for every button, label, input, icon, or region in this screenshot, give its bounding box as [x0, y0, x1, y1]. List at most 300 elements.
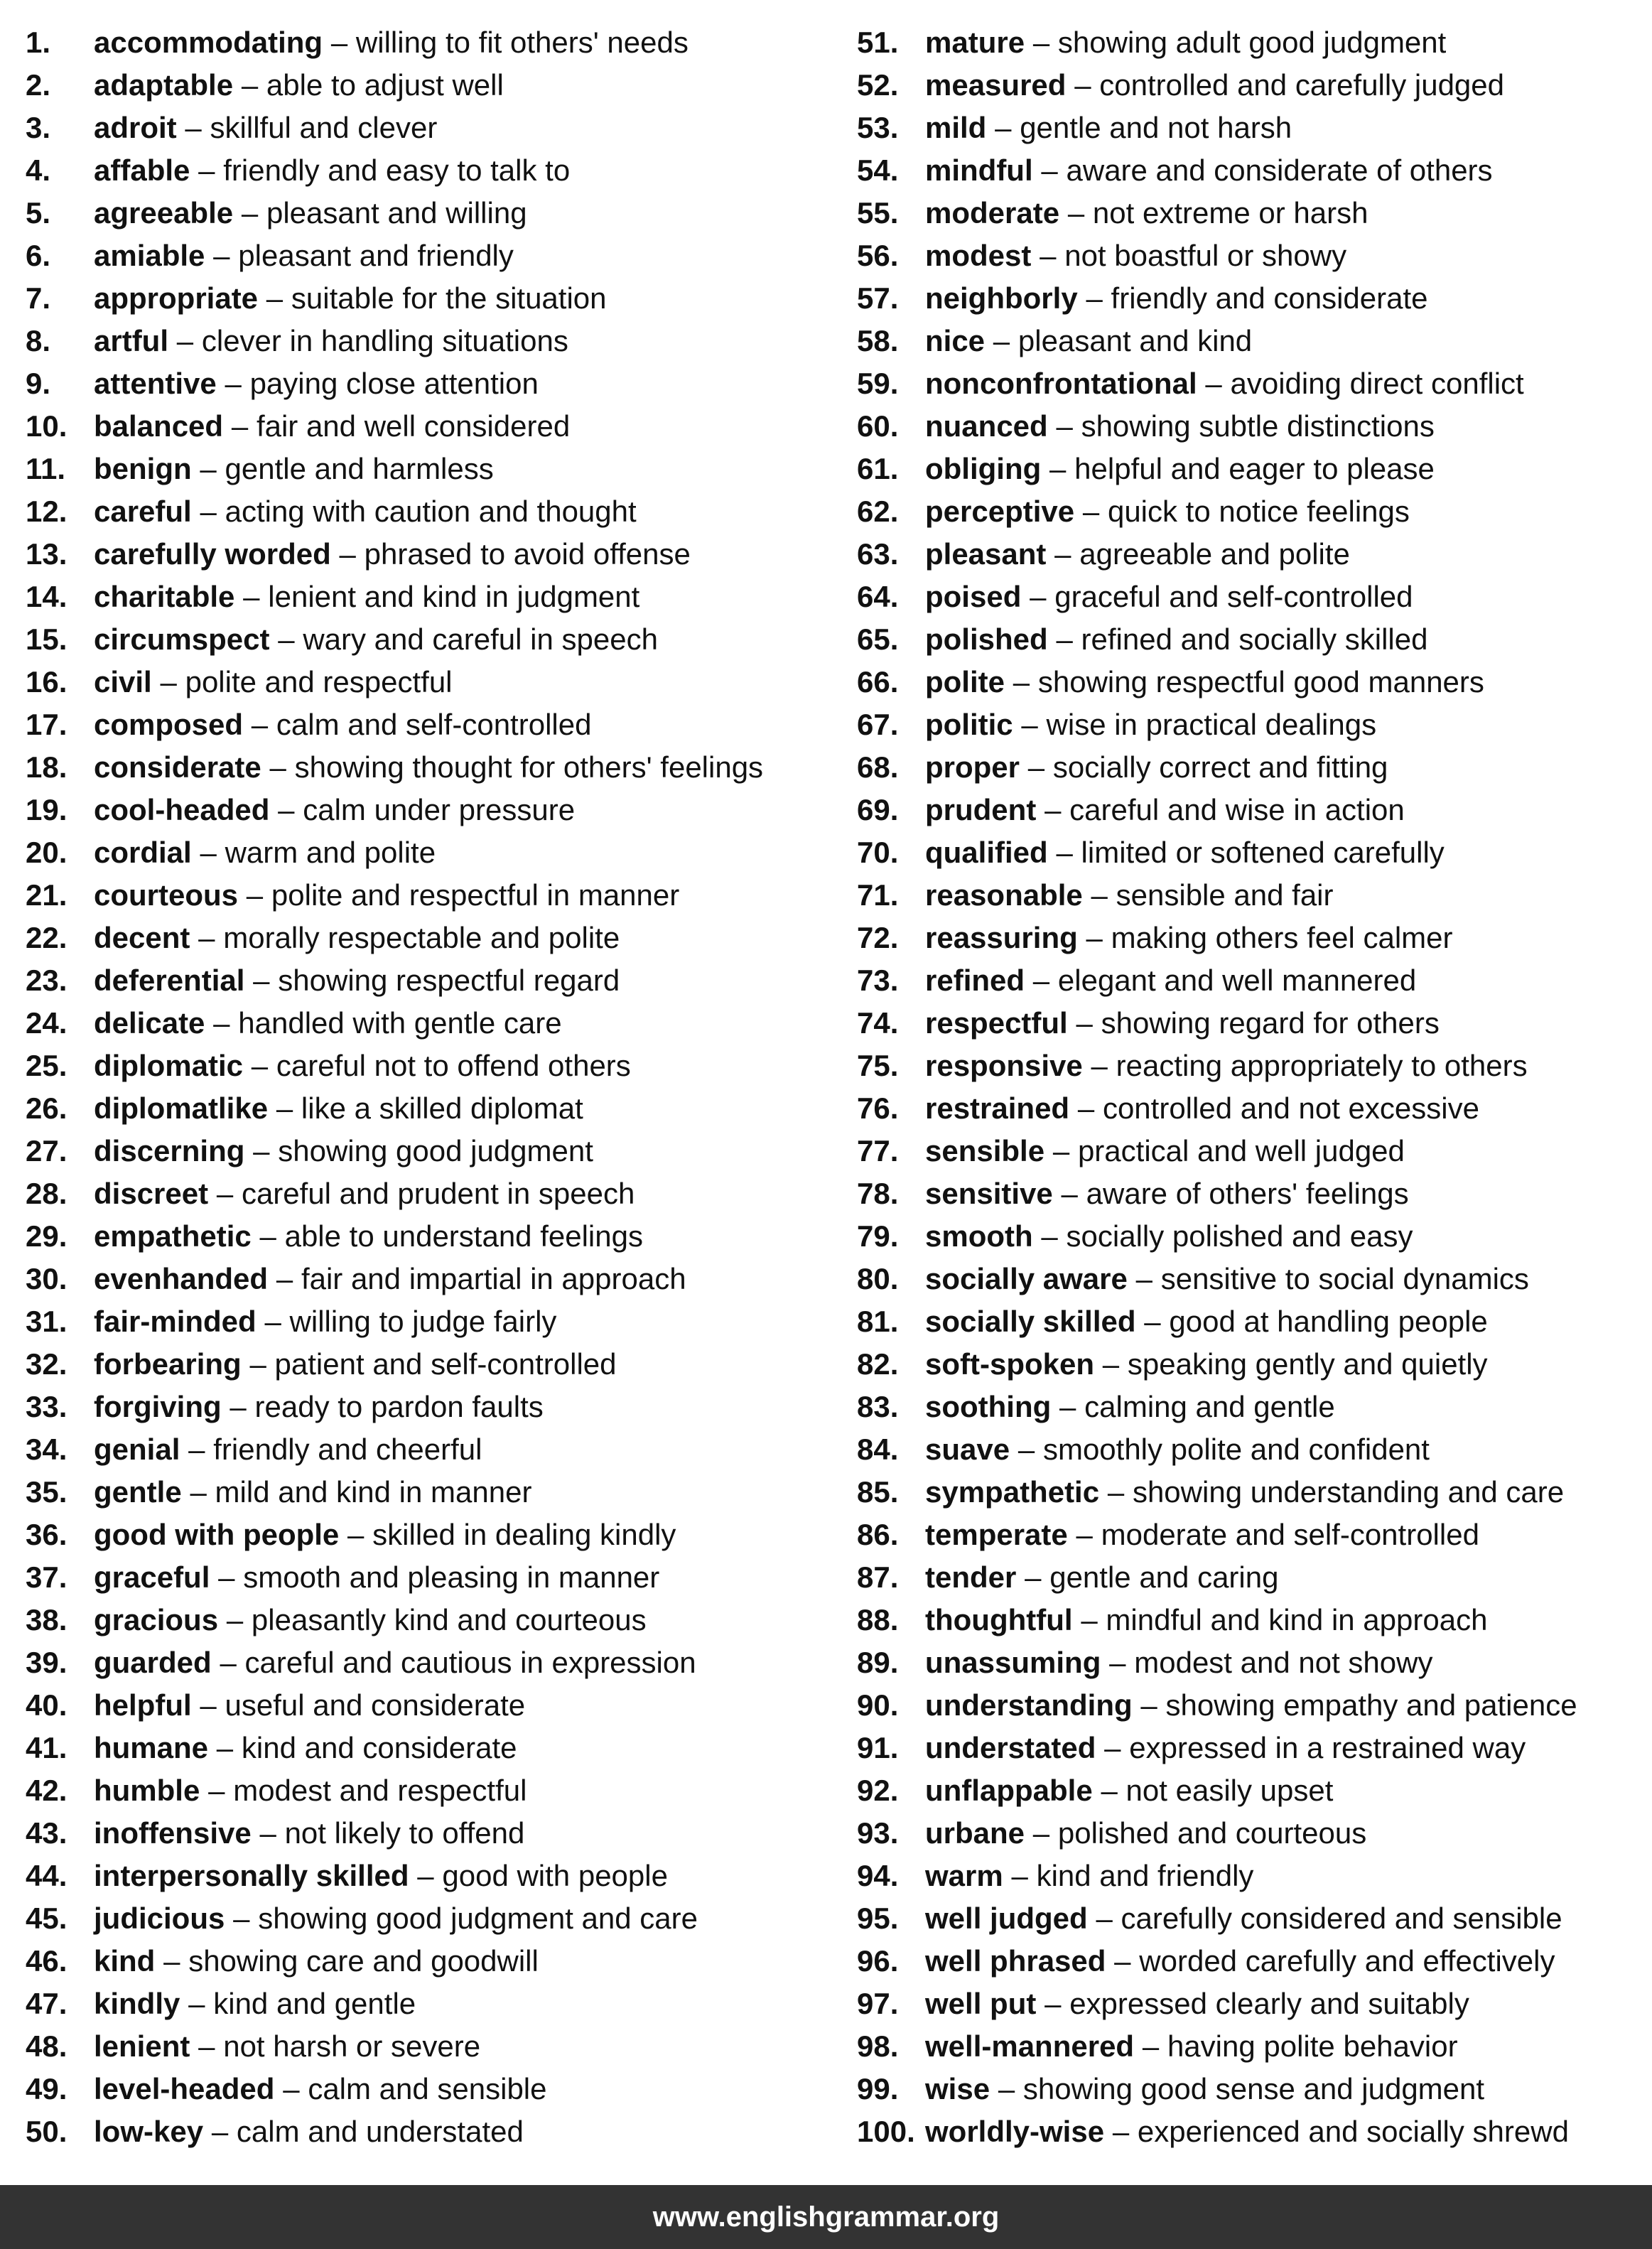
item-definition: polished and courteous	[1057, 1816, 1367, 1850]
list-item	[857, 661, 1642, 703]
item-separator: –	[1044, 793, 1062, 826]
list-item	[857, 1940, 1642, 1983]
item-word: suave	[925, 1433, 1010, 1466]
list-item	[26, 959, 843, 1002]
item-definition: expressed in a restrained way	[1129, 1731, 1526, 1764]
item-number: 18.	[26, 750, 68, 784]
list-item	[26, 2068, 843, 2110]
item-number: 11.	[26, 452, 66, 485]
list-item	[857, 2110, 1642, 2153]
item-definition: modest and respectful	[233, 1774, 527, 1807]
item-definition: wise in practical dealings	[1046, 708, 1377, 741]
item-definition: worded carefully and effectively	[1139, 1944, 1555, 1978]
item-definition: moderate and self-controlled	[1101, 1518, 1479, 1551]
item-separator: –	[1109, 1646, 1126, 1679]
list-item	[857, 746, 1642, 789]
item-separator: –	[1135, 1262, 1152, 1295]
item-number: 42.	[26, 1774, 68, 1807]
list-item	[26, 1215, 843, 1258]
item-word: amiable	[94, 239, 205, 272]
item-number: 52.	[857, 68, 899, 102]
item-definition: refined and socially skilled	[1081, 622, 1428, 656]
list-item	[857, 1087, 1642, 1130]
item-word: responsive	[925, 1049, 1083, 1082]
item-number: 94.	[857, 1859, 899, 1892]
list-item	[857, 1300, 1642, 1343]
item-separator: –	[1142, 2029, 1160, 2063]
list-item	[857, 1641, 1642, 1684]
item-definition: clever in handling situations	[201, 324, 568, 357]
item-separator: –	[1107, 1475, 1125, 1509]
item-number: 29.	[26, 1219, 68, 1253]
item-number: 6.	[26, 239, 51, 272]
list-item	[857, 2025, 1642, 2068]
item-word: humane	[94, 1731, 209, 1764]
footer-bar	[0, 2185, 1652, 2249]
item-number: 35.	[26, 1475, 68, 1509]
list-item	[857, 1343, 1642, 1386]
item-definition: elegant and well mannered	[1057, 964, 1417, 997]
list-item	[857, 448, 1642, 490]
item-definition: careful and wise in action	[1069, 793, 1405, 826]
word-list-right-column	[857, 21, 1642, 2153]
item-word: good with people	[94, 1518, 340, 1551]
item-number: 44.	[26, 1859, 68, 1892]
item-separator: –	[230, 1390, 247, 1423]
item-separator: –	[233, 1902, 250, 1935]
item-number: 89.	[857, 1646, 899, 1679]
item-definition: practical and well judged	[1077, 1134, 1405, 1167]
item-definition: making others feel calmer	[1111, 921, 1453, 954]
item-word: lenient	[94, 2029, 190, 2063]
list-item	[26, 1556, 843, 1599]
item-definition: sensitive to social dynamics	[1160, 1262, 1529, 1295]
list-item	[857, 1215, 1642, 1258]
list-item	[26, 1343, 843, 1386]
item-separator: –	[1086, 281, 1103, 315]
item-definition: able to adjust well	[266, 68, 504, 102]
item-word: courteous	[94, 878, 239, 912]
item-number: 80.	[857, 1262, 899, 1295]
list-item	[26, 1727, 843, 1769]
item-separator: –	[1091, 878, 1108, 912]
item-separator: –	[226, 1603, 244, 1636]
item-definition: carefully considered and sensible	[1121, 1902, 1562, 1935]
list-item	[857, 1258, 1642, 1300]
item-separator: –	[283, 2072, 300, 2105]
item-separator: –	[995, 111, 1012, 144]
item-definition: agreeable and polite	[1079, 537, 1350, 571]
item-word: unflappable	[925, 1774, 1093, 1807]
item-number: 100.	[857, 2115, 915, 2148]
list-item	[26, 789, 843, 831]
item-number: 82.	[857, 1347, 899, 1381]
item-word: temperate	[925, 1518, 1068, 1551]
list-item	[857, 1855, 1642, 1897]
item-word: sensitive	[925, 1177, 1053, 1210]
item-separator: –	[213, 239, 230, 272]
item-separator: –	[220, 1646, 237, 1679]
item-word: kind	[94, 1944, 156, 1978]
item-word: gentle	[94, 1475, 182, 1509]
item-number: 77.	[857, 1134, 899, 1167]
item-separator: –	[1091, 1049, 1108, 1082]
item-word: careful	[94, 495, 192, 528]
item-separator: –	[1032, 964, 1050, 997]
item-definition: showing understanding and care	[1132, 1475, 1565, 1509]
item-definition: kind and considerate	[241, 1731, 517, 1764]
item-number: 50.	[26, 2115, 68, 2148]
item-definition: gentle and harmless	[225, 452, 494, 485]
item-definition: reacting appropriately to others	[1116, 1049, 1528, 1082]
item-word: reassuring	[925, 921, 1078, 954]
item-number: 49.	[26, 2072, 68, 2105]
item-separator: –	[160, 665, 177, 699]
item-word: well-mannered	[925, 2029, 1135, 2063]
item-definition: calm and understated	[236, 2115, 524, 2148]
item-definition: pleasant and willing	[266, 196, 527, 230]
item-number: 75.	[857, 1049, 899, 1082]
item-separator: –	[231, 409, 249, 443]
item-definition: controlled and carefully judged	[1099, 68, 1505, 102]
item-definition: calming and gentle	[1084, 1390, 1335, 1423]
item-word: nuanced	[925, 409, 1048, 443]
list-item	[26, 1002, 843, 1045]
item-number: 56.	[857, 239, 899, 272]
item-separator: –	[1044, 1987, 1062, 2020]
item-word: affable	[94, 153, 190, 187]
item-separator: –	[1049, 452, 1067, 485]
list-item	[26, 405, 843, 448]
item-word: urbane	[925, 1816, 1025, 1850]
item-word: prudent	[925, 793, 1037, 826]
item-separator: –	[200, 452, 217, 485]
item-definition: pleasant and friendly	[238, 239, 514, 272]
item-number: 74.	[857, 1006, 899, 1040]
item-separator: –	[243, 580, 260, 613]
item-definition: friendly and cheerful	[213, 1433, 482, 1466]
item-word: refined	[925, 964, 1025, 997]
list-item	[857, 1727, 1642, 1769]
item-word: sympathetic	[925, 1475, 1100, 1509]
item-number: 32.	[26, 1347, 68, 1381]
list-item	[26, 2110, 843, 2153]
item-separator: –	[1140, 1688, 1157, 1722]
item-number: 26.	[26, 1091, 68, 1125]
item-separator: –	[347, 1518, 365, 1551]
item-word: smooth	[925, 1219, 1033, 1253]
item-word: agreeable	[94, 196, 234, 230]
item-number: 47.	[26, 1987, 68, 2020]
item-number: 84.	[857, 1433, 899, 1466]
list-item	[857, 1514, 1642, 1556]
item-number: 62.	[857, 495, 899, 528]
list-item	[26, 149, 843, 192]
item-word: polite	[925, 665, 1005, 699]
item-definition: lenient and kind in judgment	[268, 580, 640, 613]
item-word: politic	[925, 708, 1013, 741]
item-number: 73.	[857, 964, 899, 997]
list-item	[26, 362, 843, 405]
item-separator: –	[241, 68, 259, 102]
item-word: sensible	[925, 1134, 1045, 1167]
item-word: worldly-wise	[925, 2115, 1105, 2148]
list-item	[857, 1769, 1642, 1812]
list-item	[26, 618, 843, 661]
item-number: 93.	[857, 1816, 899, 1850]
item-separator: –	[1082, 495, 1100, 528]
item-word: perceptive	[925, 495, 1075, 528]
item-number: 78.	[857, 1177, 899, 1210]
item-number: 3.	[26, 111, 51, 144]
item-number: 4.	[26, 153, 51, 187]
item-word: cool-headed	[94, 793, 270, 826]
list-item	[857, 1812, 1642, 1855]
item-number: 96.	[857, 1944, 899, 1978]
list-item	[26, 831, 843, 874]
item-separator: –	[253, 964, 270, 997]
item-word: circumspect	[94, 622, 270, 656]
item-number: 14.	[26, 580, 68, 613]
list-item	[26, 1471, 843, 1514]
item-definition: able to understand feelings	[284, 1219, 643, 1253]
list-item	[26, 490, 843, 533]
item-definition: skillful and clever	[210, 111, 438, 144]
item-number: 63.	[857, 537, 899, 571]
item-word: cordial	[94, 836, 192, 869]
item-definition: morally respectable and polite	[223, 921, 620, 954]
item-number: 25.	[26, 1049, 68, 1082]
list-item	[857, 1556, 1642, 1599]
item-separator: –	[1025, 1560, 1042, 1594]
list-item	[857, 405, 1642, 448]
list-item	[26, 192, 843, 234]
item-definition: helpful and eager to please	[1074, 452, 1435, 485]
item-separator: –	[417, 1859, 434, 1892]
item-definition: acting with caution and thought	[225, 495, 637, 528]
item-separator: –	[1076, 1518, 1093, 1551]
item-word: discerning	[94, 1134, 245, 1167]
item-separator: –	[1032, 26, 1050, 59]
item-definition: ready to pardon faults	[254, 1390, 544, 1423]
item-word: delicate	[94, 1006, 205, 1040]
item-separator: –	[1056, 622, 1073, 656]
item-number: 59.	[857, 367, 899, 400]
item-word: socially skilled	[925, 1305, 1136, 1338]
item-number: 38.	[26, 1603, 68, 1636]
item-number: 2.	[26, 68, 51, 102]
item-separator: –	[264, 1305, 281, 1338]
item-number: 34.	[26, 1433, 68, 1466]
list-item	[857, 149, 1642, 192]
item-number: 37.	[26, 1560, 68, 1594]
item-definition: calm under pressure	[303, 793, 576, 826]
item-separator: –	[1056, 836, 1073, 869]
list-item	[26, 320, 843, 362]
item-number: 97.	[857, 1987, 899, 2020]
item-word: moderate	[925, 196, 1060, 230]
item-number: 8.	[26, 324, 51, 357]
item-word: measured	[925, 68, 1067, 102]
item-definition: calm and sensible	[308, 2072, 547, 2105]
list-item	[26, 703, 843, 746]
item-word: well judged	[925, 1902, 1088, 1935]
list-item	[857, 234, 1642, 277]
item-separator: –	[1144, 1305, 1161, 1338]
item-separator: –	[163, 1944, 180, 1978]
item-number: 40.	[26, 1688, 68, 1722]
item-definition: socially polished and easy	[1066, 1219, 1413, 1253]
list-item	[26, 1386, 843, 1428]
list-item	[857, 1897, 1642, 1940]
item-word: level-headed	[94, 2072, 275, 2105]
item-word: balanced	[94, 409, 224, 443]
item-number: 86.	[857, 1518, 899, 1551]
list-item	[26, 1940, 843, 1983]
item-separator: –	[1076, 1006, 1093, 1040]
item-number: 33.	[26, 1390, 68, 1423]
item-word: polished	[925, 622, 1048, 656]
item-word: understated	[925, 1731, 1096, 1764]
item-separator: –	[1059, 1390, 1076, 1423]
item-separator: –	[1052, 1134, 1070, 1167]
item-definition: wary and careful in speech	[303, 622, 658, 656]
item-number: 13.	[26, 537, 68, 571]
item-definition: avoiding direct conflict	[1230, 367, 1524, 400]
item-number: 24.	[26, 1006, 68, 1040]
item-definition: gentle and not harsh	[1020, 111, 1292, 144]
item-word: forgiving	[94, 1390, 222, 1423]
item-definition: skilled in dealing kindly	[372, 1518, 676, 1551]
item-definition: good at handling people	[1169, 1305, 1488, 1338]
item-number: 55.	[857, 196, 899, 230]
list-item	[857, 618, 1642, 661]
item-definition: limited or softened carefully	[1081, 836, 1445, 869]
item-definition: showing good judgment	[278, 1134, 593, 1167]
item-separator: –	[1102, 1347, 1120, 1381]
list-item	[26, 533, 843, 576]
item-word: modest	[925, 239, 1032, 272]
footer-website-link[interactable]: www.englishgrammar.org	[652, 2201, 1000, 2233]
list-item	[857, 1599, 1642, 1641]
item-word: socially aware	[925, 1262, 1128, 1295]
item-separator: –	[330, 26, 348, 59]
item-definition: good with people	[442, 1859, 668, 1892]
item-definition: aware of others' feelings	[1086, 1177, 1409, 1210]
item-number: 64.	[857, 580, 899, 613]
item-number: 71.	[857, 878, 899, 912]
list-item	[26, 917, 843, 959]
item-definition: warm and polite	[225, 836, 436, 869]
list-item	[857, 703, 1642, 746]
list-item	[26, 1599, 843, 1641]
item-separator: –	[208, 1774, 225, 1807]
item-definition: modest and not showy	[1134, 1646, 1433, 1679]
item-definition: gentle and caring	[1049, 1560, 1279, 1594]
list-item	[857, 107, 1642, 149]
item-number: 48.	[26, 2029, 68, 2063]
item-separator: –	[1067, 196, 1085, 230]
item-number: 81.	[857, 1305, 899, 1338]
item-definition: controlled and not excessive	[1102, 1091, 1479, 1125]
item-number: 53.	[857, 111, 899, 144]
item-separator: –	[1013, 665, 1030, 699]
list-item	[857, 490, 1642, 533]
item-definition: socially correct and fitting	[1052, 750, 1388, 784]
item-separator: –	[1027, 750, 1045, 784]
item-number: 79.	[857, 1219, 899, 1253]
item-definition: not harsh or severe	[223, 2029, 481, 2063]
item-number: 16.	[26, 665, 68, 699]
item-word: artful	[94, 324, 168, 357]
item-number: 21.	[26, 878, 68, 912]
item-separator: –	[188, 1987, 205, 2020]
item-number: 20.	[26, 836, 68, 869]
item-definition: graceful and self-controlled	[1054, 580, 1413, 613]
item-number: 17.	[26, 708, 68, 741]
list-item	[857, 959, 1642, 1002]
item-separator: –	[200, 495, 217, 528]
item-separator: –	[200, 1688, 217, 1722]
list-item	[857, 192, 1642, 234]
item-number: 28.	[26, 1177, 68, 1210]
item-number: 54.	[857, 153, 899, 187]
item-separator: –	[1077, 1091, 1095, 1125]
list-item	[857, 831, 1642, 874]
item-word: accommodating	[94, 26, 323, 59]
list-item	[26, 64, 843, 107]
item-separator: –	[198, 2029, 215, 2063]
list-item	[26, 21, 843, 64]
item-word: warm	[925, 1859, 1003, 1892]
item-word: reasonable	[925, 878, 1083, 912]
item-word: restrained	[925, 1091, 1070, 1125]
item-separator: –	[259, 1219, 276, 1253]
list-item	[857, 533, 1642, 576]
list-item	[26, 1514, 843, 1556]
item-separator: –	[993, 324, 1010, 357]
item-word: adroit	[94, 111, 177, 144]
item-number: 51.	[857, 26, 899, 59]
list-item	[26, 746, 843, 789]
list-item	[26, 1855, 843, 1897]
item-number: 91.	[857, 1731, 899, 1764]
item-number: 45.	[26, 1902, 68, 1935]
item-word: nonconfrontational	[925, 367, 1197, 400]
item-number: 70.	[857, 836, 899, 869]
item-separator: –	[259, 1816, 276, 1850]
item-word: judicious	[94, 1902, 225, 1935]
item-word: deferential	[94, 964, 245, 997]
item-number: 41.	[26, 1731, 68, 1764]
item-separator: –	[213, 1006, 230, 1040]
item-word: helpful	[94, 1688, 192, 1722]
item-definition: showing subtle distinctions	[1081, 409, 1435, 443]
item-separator: –	[1032, 1816, 1050, 1850]
item-number: 60.	[857, 409, 899, 443]
item-separator: –	[246, 878, 264, 912]
item-separator: –	[278, 622, 295, 656]
item-definition: not boastful or showy	[1064, 239, 1347, 272]
item-separator: –	[278, 793, 295, 826]
item-definition: fair and impartial in approach	[301, 1262, 686, 1295]
item-separator: –	[276, 1262, 293, 1295]
list-item	[26, 1258, 843, 1300]
item-number: 98.	[857, 2029, 899, 2063]
item-separator: –	[241, 196, 259, 230]
item-word: forbearing	[94, 1347, 242, 1381]
item-word: diplomatlike	[94, 1091, 269, 1125]
